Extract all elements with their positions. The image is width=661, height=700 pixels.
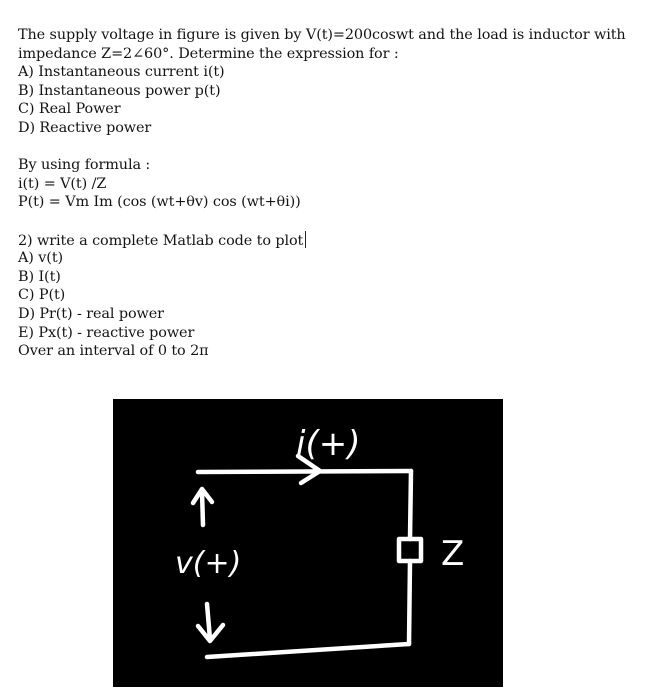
right-wire-lower	[409, 561, 410, 644]
voltage-label: v(+)	[175, 546, 242, 581]
spacer	[18, 212, 658, 231]
current-label: i(+)	[296, 424, 361, 464]
problem-item-b: B) Instantaneous power p(t)	[18, 82, 221, 99]
matlab-item-a: A) v(t)	[18, 250, 64, 267]
right-wire-upper	[410, 471, 411, 539]
problem-item-a: A) Instantaneous current i(t)	[18, 64, 225, 81]
matlab-item-d: D) Pr(t) - real power	[18, 305, 164, 322]
circuit-diagram	[113, 399, 503, 687]
text-cursor	[305, 231, 306, 248]
spacer	[18, 138, 658, 157]
load-box	[399, 539, 421, 561]
problem-line-1: The supply voltage in figure is given by V(t)=200coswt and the load is inductor with	[18, 27, 626, 43]
matlab-item-e: E) Px(t) - reactive power	[18, 324, 195, 341]
top-wire	[198, 471, 411, 472]
load-label: Z	[441, 534, 465, 574]
formula-heading: By using formula :	[18, 157, 151, 174]
problem-item-c: C) Real Power	[18, 101, 121, 118]
matlab-interval: Over an interval of 0 to 2π	[18, 343, 209, 360]
matlab-heading: 2) write a complete Matlab code to plot	[18, 232, 304, 249]
matlab-item-b: B) I(t)	[18, 268, 61, 285]
problem-item-d: D) Reactive power	[18, 119, 152, 136]
question-text	[18, 26, 658, 361]
problem-line-2: impedance Z=2∠60°. Determine the expression for :	[18, 45, 399, 62]
matlab-heading-line	[18, 231, 658, 250]
voltage-up-arrow-icon	[193, 489, 212, 525]
bottom-wire	[207, 644, 409, 657]
voltage-down-arrow-icon	[198, 604, 223, 641]
formula-power: P(t) = Vm Im (cos (wt+θv) cos (wt+θi))	[18, 194, 301, 211]
matlab-item-c: C) P(t)	[18, 287, 66, 304]
formula-current: i(t) = V(t) /Z	[18, 175, 107, 192]
circuit-figure	[113, 399, 503, 687]
